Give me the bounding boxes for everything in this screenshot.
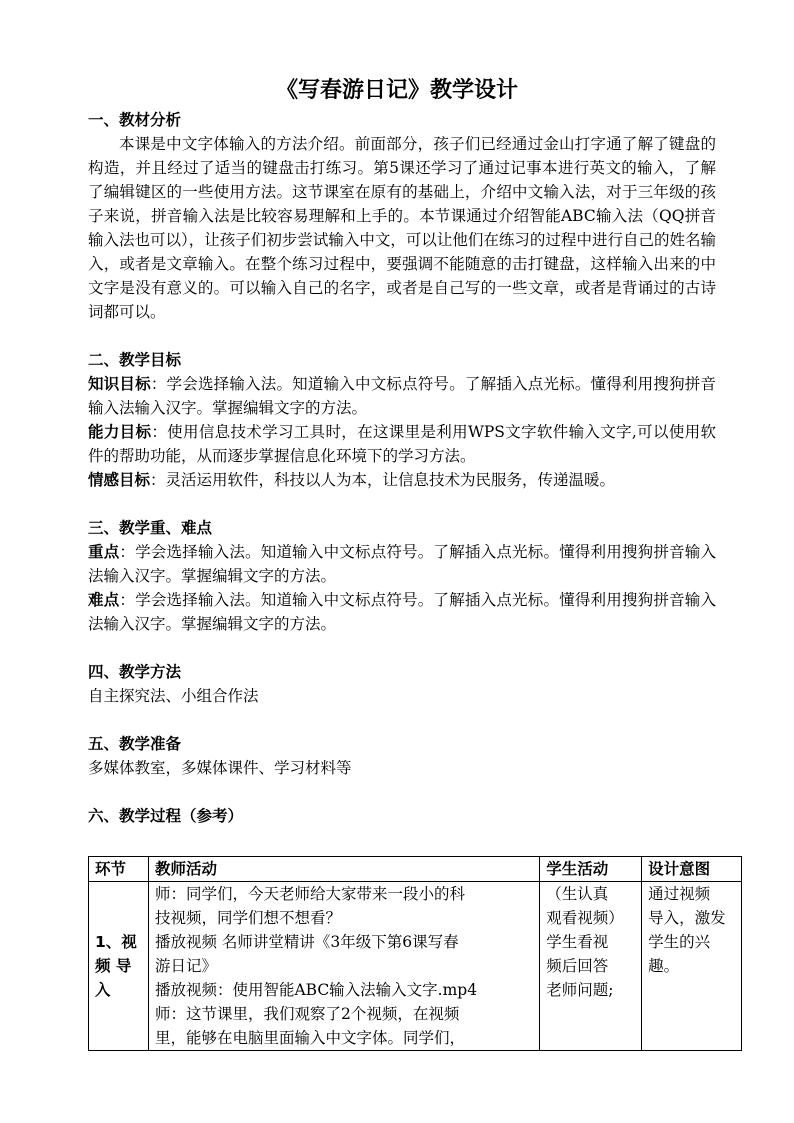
knowledge-goal-label: 知识目标: [88, 375, 151, 393]
intent-line: 导入，激发: [648, 909, 726, 927]
stage-line: 入: [95, 981, 111, 999]
intent-line: 趣。: [648, 957, 680, 975]
teacher-activity-cell: [148, 882, 539, 1051]
student-line: （生认真: [546, 885, 609, 903]
header-teacher-activity: 教师活动: [148, 857, 539, 882]
ability-goal-label: 能力目标: [88, 423, 152, 441]
difficult-point-text: ：学会选择输入法。知道输入中文标点符号。了解插入点光标。懂得利用搜狗拼音输入法输入汉字。掌握编辑文字的方法。: [88, 591, 716, 633]
section-4-text: 自主探究法、小组合作法: [88, 687, 259, 705]
key-point-label: 重点: [88, 543, 120, 561]
section-2-heading: 二、教学目标: [88, 351, 182, 369]
emotion-goal: [88, 468, 716, 492]
ability-goal-text: ：使用信息技术学习工具时，在这课里是利用WPS文字软件输入文字,可以使用软件的帮助功能，从而逐步掌握信息化环境下的学习方法。: [88, 423, 716, 465]
student-line: 频后回答: [546, 957, 609, 975]
section-1-heading: 一、教材分析: [88, 111, 182, 129]
teacher-line: 技视频，同学们想不想看？: [154, 909, 341, 927]
section-6-heading: 六、教学过程（参考）: [88, 807, 244, 825]
stage-line: 1、视: [95, 933, 137, 951]
student-line: 学生看视: [546, 933, 609, 951]
header-stage: 环节: [89, 857, 149, 882]
design-intent-cell: [642, 882, 742, 1051]
key-point-text: ：学会选择输入法。知道输入中文标点符号。了解插入点光标。懂得利用搜狗拼音输入法输入汉字。掌握编辑文字的方法。: [88, 543, 716, 585]
knowledge-goal: [88, 372, 716, 420]
ability-goal: [88, 420, 716, 468]
table-row: [89, 882, 742, 1051]
intent-line: 通过视频: [648, 885, 711, 903]
teacher-line: 师：同学们，今天老师给大家带来一段小的科: [154, 885, 465, 903]
knowledge-goal-text: ：学会选择输入法。知道输入中文标点符号。了解插入点光标。懂得利用搜狗拼音输入法输入汉字。掌握编辑文字的方法。: [88, 375, 716, 417]
intent-line: 学生的兴: [648, 933, 711, 951]
section-3-heading: 三、教学重、难点: [88, 519, 213, 537]
stage-cell: [89, 882, 149, 1051]
document-body: [88, 108, 716, 828]
teacher-line: 游日记》: [154, 957, 217, 975]
section-5-text: 多媒体教室，多媒体课件、学习材料等: [88, 759, 352, 777]
header-design-intent: 设计意图: [642, 857, 742, 882]
section-4-heading: 四、教学方法: [88, 663, 182, 681]
emotion-goal-text: ：灵活运用软件，科技以人为本，让信息技术为民服务，传递温暖。: [150, 471, 616, 489]
header-student-activity: 学生活动: [540, 857, 642, 882]
student-line: 老师问题;: [546, 981, 614, 999]
key-point: [88, 540, 716, 588]
section-5-heading: 五、教学准备: [88, 735, 182, 753]
difficult-point: [88, 588, 716, 636]
difficult-point-label: 难点: [88, 591, 120, 609]
emotion-goal-label: 情感目标: [88, 471, 151, 489]
student-line: 观看视频）: [546, 909, 624, 927]
teacher-line: 播放视频：使用智能ABC输入法输入文字.mp4: [154, 981, 478, 999]
student-activity-cell: [540, 882, 642, 1051]
section-1-paragraph: 本课是中文字体输入的方法介绍。前面部分，孩子们已经通过金山打字通了解了键盘的构造，并且经过了适当的键盘击打练习。第5课还学习了通过记事本进行英文的输入，了解了编辑键区的一些使用方法。这节课室在原有的基础上，介绍中文输入法，对于三年级的孩子来说，拼音输入法是比较容易理解和上手的。本节课通过介绍智能ABC输入法（QQ拼音输入法也可以），让孩子们初步尝试输入中文，可以让他们在练习的过程中进行自己的姓名输入，或者是文章输入。在整个练习过程中，要强调不能随意的击打键盘，这样输入出来的中文字是没有意义的。可以输入自己的名字，或者是自己写的一些文章，或者是背诵过的古诗词都可以。: [88, 135, 716, 321]
teacher-line: 里，能够在电脑里面输入中文字体。同学们，: [154, 1029, 465, 1047]
teaching-process-table: [88, 856, 742, 1051]
document-title: 《写春游日记》教学设计: [275, 78, 518, 103]
teacher-line: 播放视频 名师讲堂精讲《3年级下第6课写春: [154, 933, 459, 951]
table-header-row: [89, 857, 742, 882]
teacher-line: 师：这节课里，我们观察了2个视频，在视频: [154, 1005, 460, 1023]
stage-line: 频 导: [95, 957, 132, 975]
